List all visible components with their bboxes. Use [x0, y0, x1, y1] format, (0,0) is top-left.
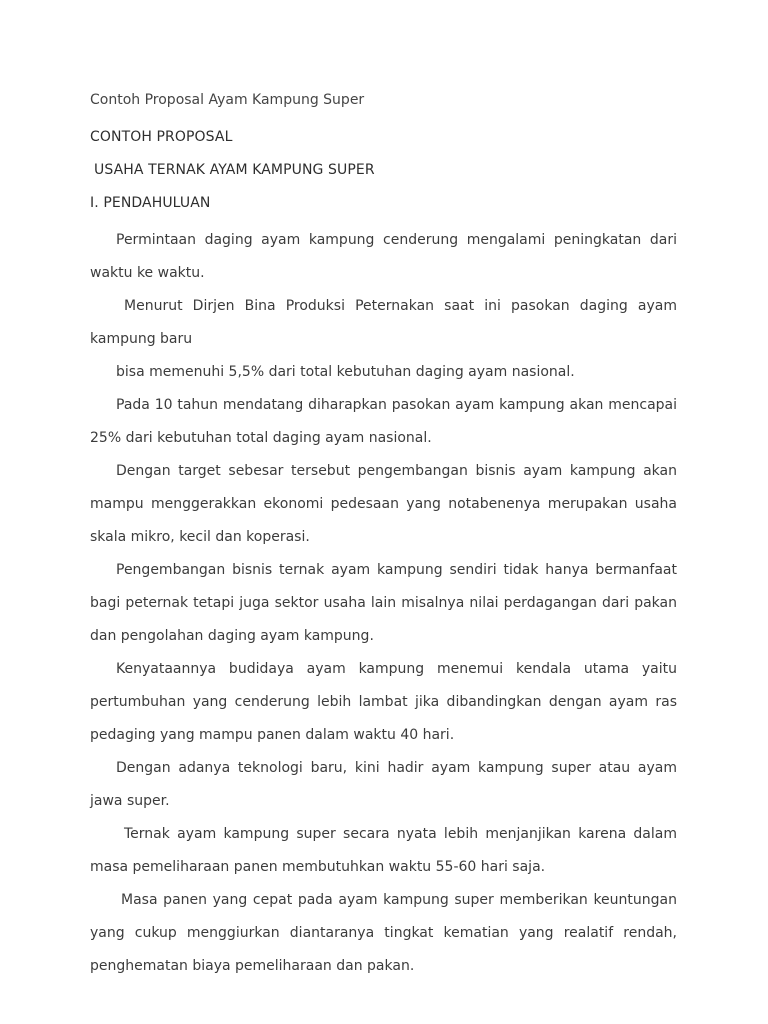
- paragraph-7: Kenyataannya budidaya ayam kampung menemui kendala utama yaitu pertumbuhan yang cenderung lebih lambat jika dibandingkan dengan ayam ras pedaging yang mampu panen dalam waktu 40 hari.: [90, 661, 677, 743]
- paragraph-1: Permintaan daging ayam kampung cenderung mengalami peningkatan dari waktu ke waktu.: [90, 232, 677, 281]
- proposal-heading: CONTOH PROPOSAL: [90, 129, 233, 145]
- paragraph-6: Pengembangan bisnis ternak ayam kampung sendiri tidak hanya bermanfaat bagi peternak tetapi juga sektor usaha lain misalnya nilai perdagangan dari pakan dan pengolahan daging ayam kampung.: [90, 562, 677, 644]
- document-page: [90, 88, 677, 983]
- paragraph-2: Menurut Dirjen Bina Produksi Peternakan saat ini pasokan daging ayam kampung baru: [90, 298, 677, 347]
- section-heading: I. PENDAHULUAN: [90, 195, 211, 211]
- paragraph-10: Masa panen yang cepat pada ayam kampung super memberikan keuntungan yang cukup menggiurkan diantaranya tingkat kematian yang realatif rendah, penghematan biaya pemeliharaan dan pakan.: [90, 892, 677, 974]
- paragraph-4: Pada 10 tahun mendatang diharapkan pasokan ayam kampung akan mencapai 25% dari kebutuhan total daging ayam nasional.: [90, 397, 677, 446]
- proposal-subheading: USAHA TERNAK AYAM KAMPUNG SUPER: [94, 162, 375, 178]
- document-title: Contoh Proposal Ayam Kampung Super: [90, 92, 365, 108]
- paragraph-3: bisa memenuhi 5,5% dari total kebutuhan daging ayam nasional.: [116, 364, 575, 380]
- paragraph-9: Ternak ayam kampung super secara nyata lebih menjanjikan karena dalam masa pemeliharaan panen membutuhkan waktu 55-60 hari saja.: [90, 826, 677, 875]
- paragraph-5: Dengan target sebesar tersebut pengembangan bisnis ayam kampung akan mampu menggerakkan ekonomi pedesaan yang notabenenya merupakan usaha skala mikro, kecil dan koperasi.: [90, 463, 677, 545]
- paragraph-8: Dengan adanya teknologi baru, kini hadir ayam kampung super atau ayam jawa super.: [90, 760, 677, 809]
